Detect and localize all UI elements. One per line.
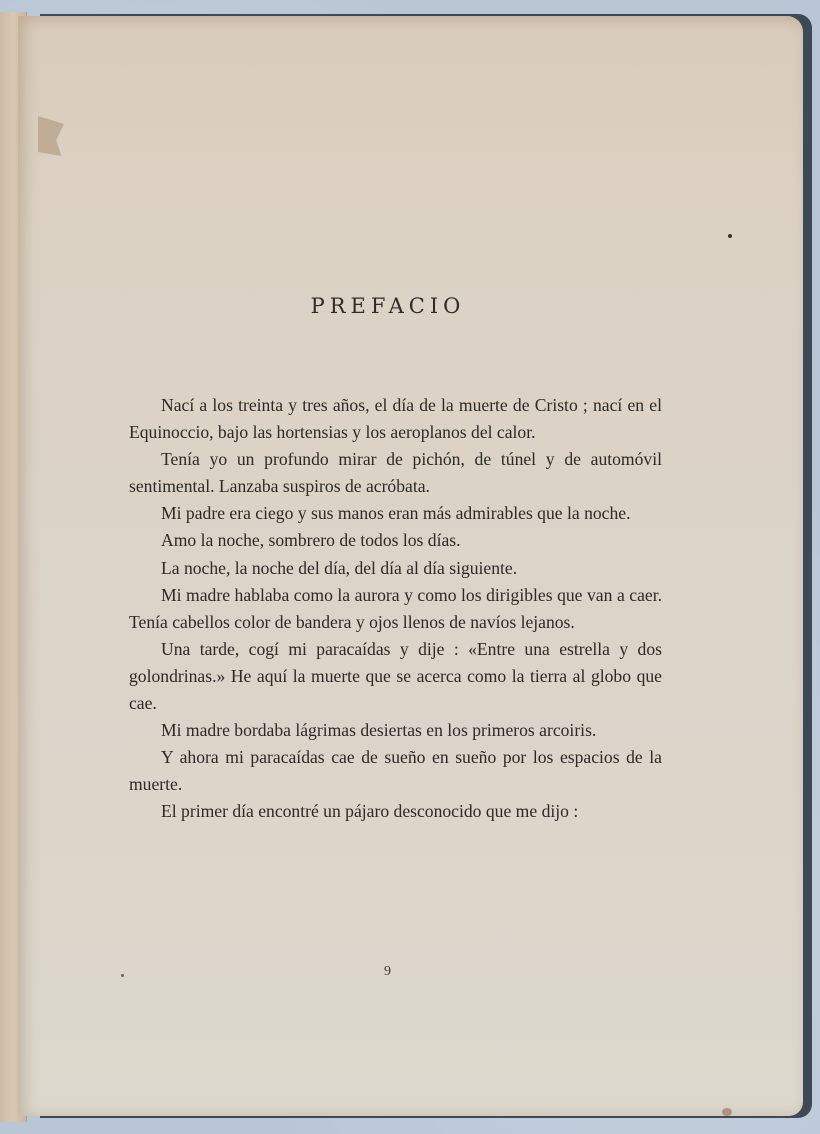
paragraph: Y ahora mi paracaídas cae de sueño en sueño por los espacios de la muerte. bbox=[129, 747, 662, 795]
body-text bbox=[129, 392, 662, 826]
paragraph: La noche, la noche del día, del día al día siguiente. bbox=[161, 557, 518, 578]
paragraph: Mi madre hablaba como la aurora y como los dirigibles que van a caer. Tenía cabellos color de bandera y ojos llenos de navíos lejanos. bbox=[129, 584, 662, 632]
paragraph: Mi padre era ciego y sus manos eran más admirables que la noche. bbox=[161, 503, 631, 524]
torn-edge bbox=[38, 116, 64, 156]
book-page bbox=[18, 16, 803, 1116]
page-title: PREFACIO bbox=[310, 294, 466, 318]
ink-speck bbox=[121, 974, 124, 977]
paragraph: Una tarde, cogí mi paracaídas y dije : «Entre una estrella y dos golondrinas.» He aquí la muerte que se acerca como la tierra al globo que cae. bbox=[129, 638, 662, 714]
ink-speck bbox=[728, 234, 732, 238]
paragraph: Nací a los treinta y tres años, el día de la muerte de Cristo ; nací en el Equinoccio, bajo las hortensias y los aeroplanos del calor. bbox=[129, 395, 662, 443]
foxing-spot bbox=[722, 1108, 732, 1116]
paragraph: Tenía yo un profundo mirar de pichón, de túnel y de automóvil sentimental. Lanzaba suspiros de acróbata. bbox=[129, 449, 662, 497]
paragraph: Amo la noche, sombrero de todos los días. bbox=[161, 530, 461, 551]
paragraph: El primer día encontré un pájaro desconocido que me dijo : bbox=[161, 801, 579, 822]
page-number: 9 bbox=[384, 964, 391, 979]
paragraph: Mi madre bordaba lágrimas desiertas en los primeros arcoiris. bbox=[161, 720, 597, 741]
